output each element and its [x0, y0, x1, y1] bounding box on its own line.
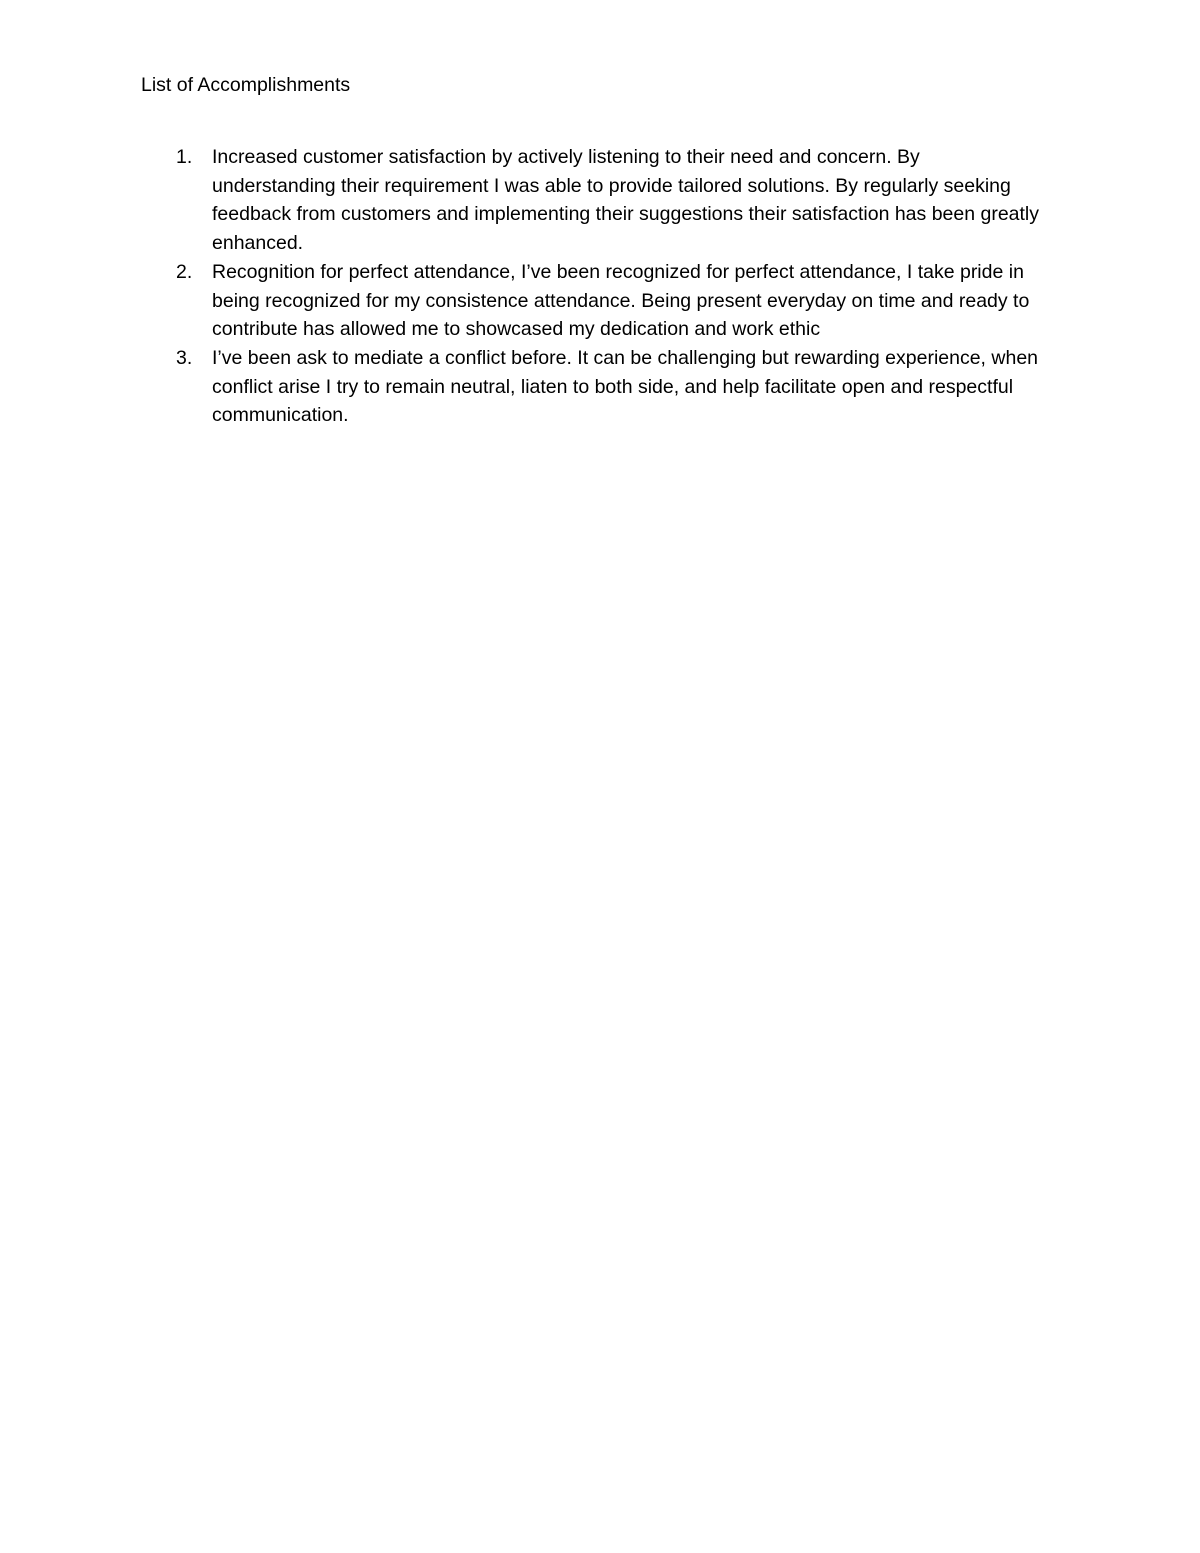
list-item-text: Recognition for perfect attendance, I’ve been recognized for perfect attendance, I take pride in being recognized for my consistence attendance. Being present everyday on time and ready to contribute has allowed me to showcased my dedication and work ethic [212, 260, 1030, 341]
accomplishments-list [0, 143, 1200, 430]
list-item [0, 344, 1200, 430]
list-item-text: I’ve been ask to mediate a conflict before. It can be challenging but rewarding experience, when conflict arise I try to remain neutral, liaten to both side, and help facilitate open and respectful communication. [212, 346, 1039, 427]
list-item-text: Increased customer satisfaction by actively listening to their need and concern. By understanding their requirement I was able to provide tailored solutions. By regularly seeking feedback from customers and implementing their suggestions their satisfaction has been greatly enhanced. [212, 146, 1040, 255]
list-item [0, 258, 1200, 344]
list-item-number: 3. [176, 346, 193, 369]
list-item [0, 143, 1200, 258]
document-title: List of Accomplishments [141, 74, 351, 96]
list-item-number: 1. [176, 146, 193, 168]
list-item-number: 2. [176, 260, 193, 283]
